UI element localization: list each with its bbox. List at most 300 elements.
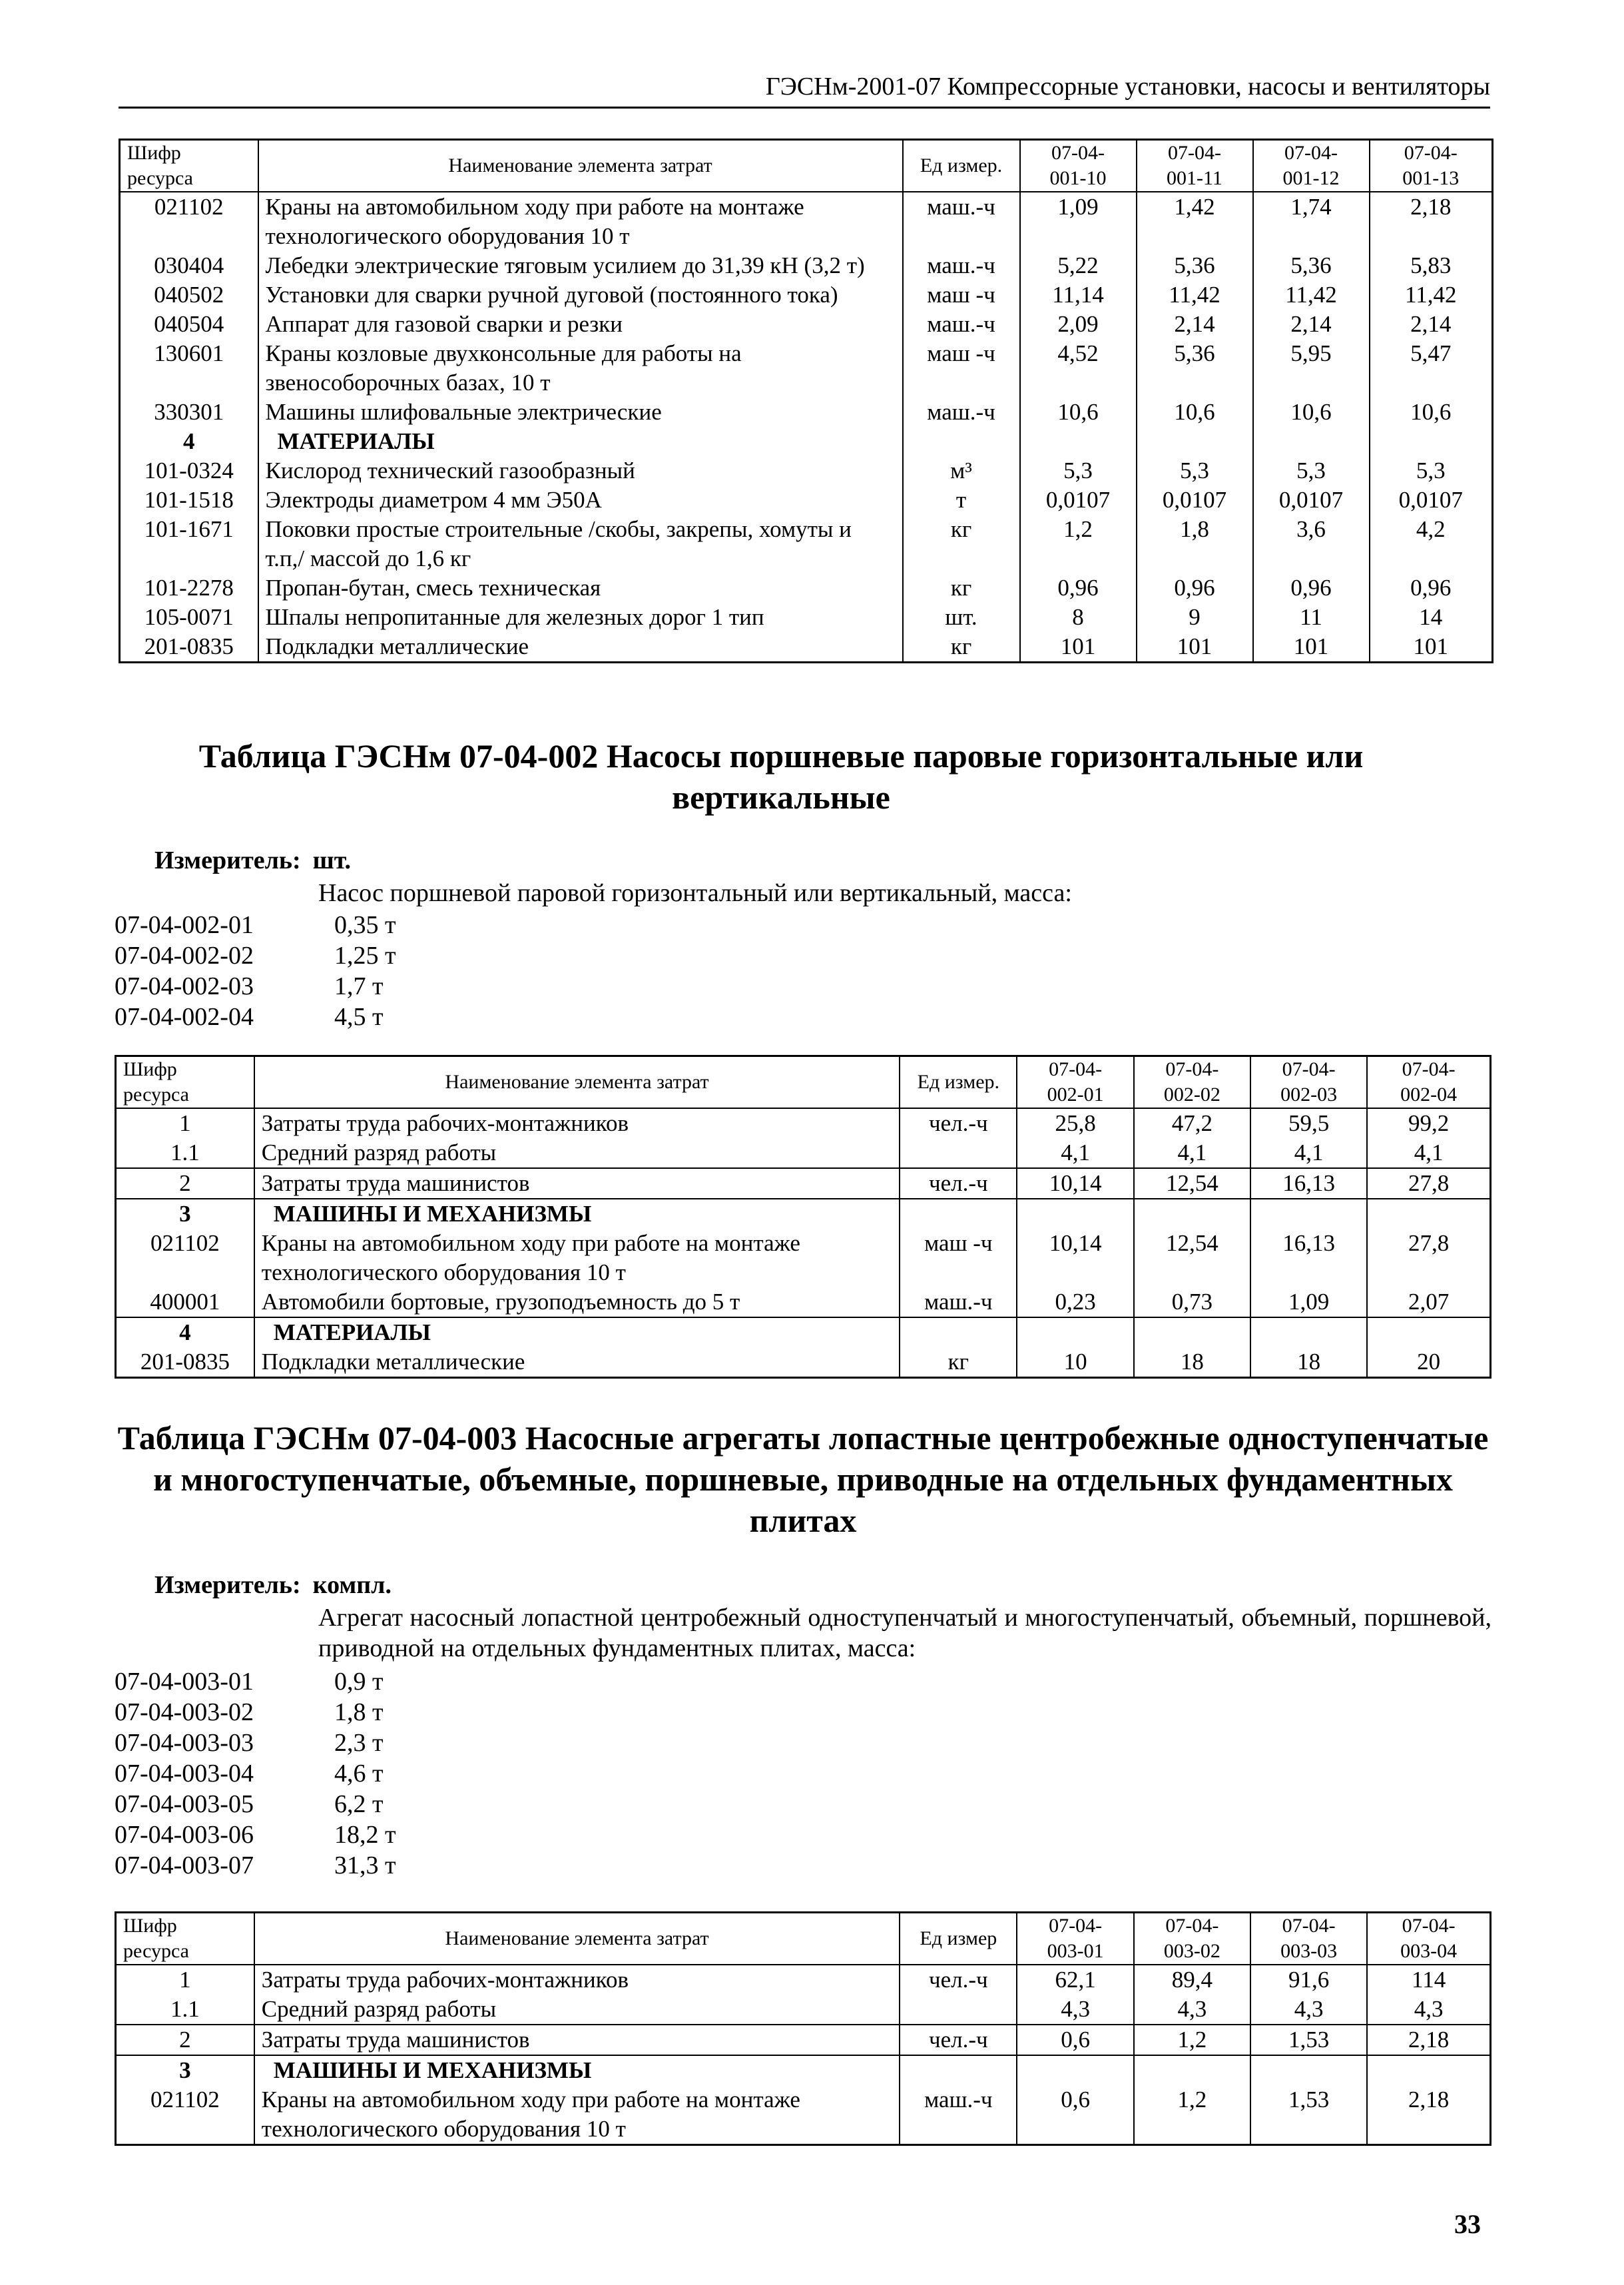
resource-table-07-04-003 (115, 1911, 1491, 2146)
value-cell: 9 (1137, 603, 1253, 632)
value-cell: 4,2 (1370, 515, 1493, 573)
value-cell: 25,8 (1017, 1108, 1133, 1138)
cost-element-name: МАШИНЫ И МЕХАНИЗМЫ (254, 2055, 900, 2085)
value-cell: 2,18 (1367, 2025, 1490, 2055)
param-code: 07-04-002-02 (115, 942, 254, 970)
table-row (120, 398, 1493, 427)
value-cell: 8 (1020, 603, 1137, 632)
value-cell: 91,6 (1250, 1965, 1367, 1995)
value-cell: 5,3 (1370, 456, 1493, 486)
value-cell (1367, 1317, 1490, 1347)
value-cell: 5,36 (1137, 251, 1253, 280)
value-cell: 10,6 (1137, 398, 1253, 427)
column-header-code-top: 07-04- (1049, 1058, 1103, 1080)
cost-element-name: Затраты труда машинистов (254, 1168, 900, 1199)
param-value: 6,2 т (334, 1790, 384, 1818)
column-header-code (1253, 140, 1370, 192)
value-cell: 0,96 (1137, 573, 1253, 603)
value-cell: 0,0107 (1020, 486, 1137, 515)
value-cell (1020, 427, 1137, 456)
value-cell: 5,47 (1370, 339, 1493, 398)
table-row (116, 1347, 1491, 1378)
value-cell: 0,96 (1370, 573, 1493, 603)
value-cell: 5,22 (1020, 251, 1137, 280)
resource-code: 2 (116, 2025, 254, 2055)
param-value: 31,3 т (334, 1851, 396, 1879)
table-row (120, 280, 1493, 310)
resource-code: 021102 (120, 192, 258, 251)
column-header-code (1020, 140, 1137, 192)
column-header: Наименование элемента затрат (254, 1056, 900, 1109)
resource-code: 4 (116, 1317, 254, 1347)
value-cell (1250, 1199, 1367, 1229)
cost-element-name: Поковки простые строительные /скобы, закрепы, хомуты и т.п,/ массой до 1,6 кг (258, 515, 903, 573)
page-number: 33 (1454, 2209, 1481, 2239)
unit (900, 1317, 1017, 1347)
value-cell (1367, 2055, 1490, 2085)
section-row (120, 427, 1493, 456)
param-row (115, 1789, 396, 1819)
value-cell: 5,3 (1137, 456, 1253, 486)
column-header-code-top: 07-04- (1284, 142, 1338, 164)
table-row (120, 573, 1493, 603)
value-cell: 4,3 (1134, 1995, 1250, 2025)
value-cell: 27,8 (1367, 1229, 1490, 1287)
value-cell: 5,36 (1253, 251, 1370, 280)
value-cell: 11,42 (1253, 280, 1370, 310)
param-value: 2,3 т (334, 1729, 384, 1757)
description-07-04-002: Насос поршневой паровой горизонтальный или вертикальный, масса: (318, 879, 1072, 907)
unit (900, 2055, 1017, 2085)
column-header-code-bottom: 002-03 (1280, 1084, 1338, 1106)
unit: м³ (903, 456, 1020, 486)
value-cell: 2,18 (1370, 192, 1493, 251)
value-cell: 12,54 (1134, 1229, 1250, 1287)
value-cell: 4,52 (1020, 339, 1137, 398)
value-cell (1134, 2055, 1250, 2085)
table-title-07-04-002: Таблица ГЭСНм 07-04-002 Насосы поршневые паровые горизонтальные или вертикальные (198, 737, 1364, 816)
value-cell (1017, 2055, 1133, 2085)
value-cell: 4,3 (1250, 1995, 1367, 2025)
page-header: ГЭСНм-2001-07 Компрессорные установки, насосы и вентиляторы (119, 72, 1490, 109)
value-cell: 0,23 (1017, 1287, 1133, 1317)
table-row (120, 515, 1493, 573)
unit (900, 1199, 1017, 1229)
param-row (115, 1728, 396, 1758)
value-cell (1253, 427, 1370, 456)
resource-code: 101-1671 (120, 515, 258, 573)
param-list-07-04-002 (115, 910, 396, 1032)
value-cell: 4,1 (1367, 1138, 1490, 1168)
value-cell (1137, 427, 1253, 456)
value-cell: 2,18 (1367, 2085, 1490, 2145)
param-value: 18,2 т (334, 1821, 396, 1849)
meter-value: шт. (312, 846, 352, 874)
param-code: 07-04-003-01 (115, 1668, 254, 1696)
resource-code: 021102 (116, 1229, 254, 1287)
cost-element-name: Шпалы непропитанные для железных дорог 1 тип (258, 603, 903, 632)
unit: маш.-ч (900, 1287, 1017, 1317)
column-header-code (1370, 140, 1493, 192)
param-code: 07-04-002-04 (115, 1003, 254, 1031)
value-cell: 20 (1367, 1347, 1490, 1378)
resource-code: 1 (116, 1108, 254, 1138)
value-cell: 0,73 (1134, 1287, 1250, 1317)
param-value: 1,25 т (334, 942, 396, 970)
column-header-code-top: 07-04- (1165, 1915, 1219, 1937)
value-cell: 5,3 (1253, 456, 1370, 486)
cost-element-name: Краны козловые двухконсольные для работы на звенособорочных базах, 10 т (258, 339, 903, 398)
value-cell: 2,07 (1367, 1287, 1490, 1317)
table-row (120, 192, 1493, 251)
value-cell: 5,83 (1370, 251, 1493, 280)
param-code: 07-04-002-03 (115, 972, 254, 1000)
value-cell: 1,2 (1134, 2025, 1250, 2055)
param-value: 1,8 т (334, 1698, 384, 1726)
value-cell: 10,6 (1370, 398, 1493, 427)
value-cell: 1,53 (1250, 2085, 1367, 2145)
table-row (120, 310, 1493, 339)
column-header-code-top: 07-04- (1049, 1915, 1103, 1937)
value-cell (1017, 1317, 1133, 1347)
unit (900, 1995, 1017, 2025)
unit: маш.-ч (903, 310, 1020, 339)
cost-element-name: Подкладки металлические (254, 1347, 900, 1378)
value-cell (1370, 427, 1493, 456)
table-row (120, 632, 1493, 663)
param-value: 4,5 т (334, 1003, 384, 1031)
param-row (115, 910, 396, 940)
param-value: 0,9 т (334, 1668, 384, 1696)
param-list-07-04-003 (115, 1666, 396, 1881)
resource-code: 105-0071 (120, 603, 258, 632)
cost-element-name: Краны на автомобильном ходу при работе на монтаже технологического оборудования 10 т (254, 1229, 900, 1287)
value-cell (1134, 1199, 1250, 1229)
cost-element-name: Машины шлифовальные электрические (258, 398, 903, 427)
param-value: 1,7 т (334, 972, 384, 1000)
value-cell: 3,6 (1253, 515, 1370, 573)
column-header: Шифр ресурса (116, 1913, 254, 1965)
unit: маш -ч (903, 280, 1020, 310)
cost-element-name: Средний разряд работы (254, 1138, 900, 1168)
column-header-code-bottom: 002-04 (1400, 1084, 1458, 1106)
column-header: Шифр ресурса (120, 140, 258, 192)
meter-label: Измеритель: (154, 1571, 301, 1599)
resource-code: 201-0835 (120, 632, 258, 663)
unit: маш.-ч (903, 192, 1020, 251)
resource-table-07-04-001 (119, 139, 1493, 663)
value-cell: 0,6 (1017, 2085, 1133, 2145)
value-cell: 99,2 (1367, 1108, 1490, 1138)
unit: маш.-ч (900, 2085, 1017, 2145)
unit: кг (903, 632, 1020, 663)
value-cell: 11,14 (1020, 280, 1137, 310)
value-cell: 14 (1370, 603, 1493, 632)
column-header-code (1134, 1913, 1250, 1965)
resource-code: 3 (116, 1199, 254, 1229)
column-header-code (1137, 140, 1253, 192)
param-row (115, 940, 396, 971)
value-cell: 4,1 (1017, 1138, 1133, 1168)
param-code: 07-04-002-01 (115, 911, 254, 939)
unit: чел.-ч (900, 1965, 1017, 1995)
value-cell (1134, 1317, 1250, 1347)
column-header-code-bottom: 003-02 (1163, 1940, 1220, 1962)
column-header-code (1017, 1056, 1133, 1109)
table-row (116, 1287, 1491, 1317)
column-header-code-bottom: 003-03 (1280, 1940, 1338, 1962)
resource-code: 021102 (116, 2085, 254, 2145)
column-header-code (1367, 1913, 1490, 1965)
unit: маш -ч (903, 339, 1020, 398)
unit: маш.-ч (903, 251, 1020, 280)
resource-code: 101-2278 (120, 573, 258, 603)
column-header-code-bottom: 003-01 (1047, 1940, 1104, 1962)
value-cell: 18 (1250, 1347, 1367, 1378)
unit: маш.-ч (903, 398, 1020, 427)
table-row (116, 2085, 1491, 2145)
value-cell: 0,6 (1017, 2025, 1133, 2055)
value-cell: 11 (1253, 603, 1370, 632)
value-cell: 101 (1020, 632, 1137, 663)
cost-element-name: МАТЕРИАЛЫ (258, 427, 903, 456)
cost-element-name: Затраты труда рабочих-монтажников (254, 1108, 900, 1138)
param-row (115, 1002, 396, 1032)
param-code: 07-04-003-03 (115, 1729, 254, 1757)
cost-element-name: Подкладки металлические (258, 632, 903, 663)
table-header-row (116, 1056, 1491, 1109)
value-cell: 101 (1370, 632, 1493, 663)
cost-element-name: Кислород технический газообразный (258, 456, 903, 486)
unit: чел.-ч (900, 1108, 1017, 1138)
column-header: Наименование элемента затрат (258, 140, 903, 192)
unit: кг (900, 1347, 1017, 1378)
value-cell: 1,8 (1137, 515, 1253, 573)
resource-code: 330301 (120, 398, 258, 427)
value-cell: 11,42 (1370, 280, 1493, 310)
unit: чел.-ч (900, 2025, 1017, 2055)
unit (903, 427, 1020, 456)
param-code: 07-04-003-02 (115, 1698, 254, 1726)
value-cell: 12,54 (1134, 1168, 1250, 1199)
table-row (120, 486, 1493, 515)
value-cell: 1,42 (1137, 192, 1253, 251)
cost-element-name: Аппарат для газовой сварки и резки (258, 310, 903, 339)
value-cell: 1,09 (1250, 1287, 1367, 1317)
section-row (116, 1317, 1491, 1347)
value-cell: 2,14 (1253, 310, 1370, 339)
value-cell: 2,09 (1020, 310, 1137, 339)
column-header-code-top: 07-04- (1402, 1058, 1456, 1080)
column-header: Ед измер. (900, 1056, 1017, 1109)
meter-value: компл. (312, 1571, 392, 1599)
column-header-code-bottom: 002-02 (1163, 1084, 1220, 1106)
table-row (116, 1229, 1491, 1287)
value-cell: 4,1 (1250, 1138, 1367, 1168)
column-header: Наименование элемента затрат (254, 1913, 900, 1965)
value-cell: 5,36 (1137, 339, 1253, 398)
unit: маш -ч (900, 1229, 1017, 1287)
resource-code: 201-0835 (116, 1347, 254, 1378)
table-row (116, 1138, 1491, 1168)
value-cell (1017, 1199, 1133, 1229)
table-header-row (120, 140, 1493, 192)
value-cell: 4,3 (1367, 1995, 1490, 2025)
value-cell: 2,14 (1370, 310, 1493, 339)
section-row (116, 2055, 1491, 2085)
column-header: Ед измер (900, 1913, 1017, 1965)
resource-code: 400001 (116, 1287, 254, 1317)
resource-code: 040502 (120, 280, 258, 310)
resource-table-07-04-002 (115, 1055, 1491, 1379)
value-cell: 4,3 (1017, 1995, 1133, 2025)
column-header-code-bottom: 003-04 (1400, 1940, 1458, 1962)
column-header-code-bottom: 001-12 (1282, 167, 1340, 189)
value-cell: 1,53 (1250, 2025, 1367, 2055)
resource-code: 1.1 (116, 1995, 254, 2025)
column-header-code-bottom: 002-01 (1047, 1084, 1104, 1106)
value-cell: 0,0107 (1370, 486, 1493, 515)
column-header-code-top: 07-04- (1168, 142, 1221, 164)
param-row (115, 971, 396, 1002)
unit: кг (903, 573, 1020, 603)
value-cell: 114 (1367, 1965, 1490, 1995)
meter-07-04-003 (154, 1570, 392, 1600)
column-header-code (1250, 1913, 1367, 1965)
resource-code: 101-1518 (120, 486, 258, 515)
column-header-code (1367, 1056, 1490, 1109)
value-cell: 10,6 (1020, 398, 1137, 427)
column-header-code-top: 07-04- (1402, 1915, 1456, 1937)
unit: т (903, 486, 1020, 515)
table-row (116, 1168, 1491, 1199)
table-row (116, 1108, 1491, 1138)
column-header-code-top: 07-04- (1165, 1058, 1219, 1080)
table-row (120, 603, 1493, 632)
param-value: 0,35 т (334, 911, 396, 939)
meter-label: Измеритель: (154, 846, 301, 874)
param-code: 07-04-003-04 (115, 1760, 254, 1788)
cost-element-name: Электроды диаметром 4 мм Э50А (258, 486, 903, 515)
value-cell: 2,14 (1137, 310, 1253, 339)
value-cell (1250, 2055, 1367, 2085)
table-row (116, 2025, 1491, 2055)
table-row (120, 339, 1493, 398)
column-header: Шифр ресурса (116, 1056, 254, 1109)
column-header-code-bottom: 001-11 (1167, 167, 1222, 189)
description-07-04-003: Агрегат насосный лопастной центробежный одноступенчатый и многоступенчатый, объемный, поршневой, приводной на отдельных фундаментных плитах, масса: (318, 1604, 1491, 1662)
resource-code: 101-0324 (120, 456, 258, 486)
value-cell: 16,13 (1250, 1229, 1367, 1287)
resource-code: 1 (116, 1965, 254, 1995)
column-header-code-top: 07-04- (1282, 1058, 1336, 1080)
table-header-row (116, 1913, 1491, 1965)
value-cell: 89,4 (1134, 1965, 1250, 1995)
value-cell: 10 (1017, 1347, 1133, 1378)
value-cell: 101 (1253, 632, 1370, 663)
value-cell: 16,13 (1250, 1168, 1367, 1199)
value-cell: 10,14 (1017, 1229, 1133, 1287)
resource-code: 1.1 (116, 1138, 254, 1168)
param-row (115, 1666, 396, 1697)
unit: шт. (903, 603, 1020, 632)
param-code: 07-04-003-06 (115, 1821, 254, 1849)
cost-element-name: Краны на автомобильном ходу при работе на монтаже технологического оборудования 10 т (254, 2085, 900, 2145)
meter-07-04-002 (154, 846, 351, 875)
param-value: 4,6 т (334, 1760, 384, 1788)
unit (900, 1138, 1017, 1168)
section-row (116, 1199, 1491, 1229)
param-row (115, 1758, 396, 1789)
table-row (120, 251, 1493, 280)
cost-element-name: МАШИНЫ И МЕХАНИЗМЫ (254, 1199, 900, 1229)
value-cell: 10,6 (1253, 398, 1370, 427)
unit: кг (903, 515, 1020, 573)
param-row (115, 1819, 396, 1850)
cost-element-name: Пропан-бутан, смесь техническая (258, 573, 903, 603)
value-cell: 1,74 (1253, 192, 1370, 251)
column-header-code (1017, 1913, 1133, 1965)
param-code: 07-04-003-07 (115, 1851, 254, 1879)
table-row (116, 1965, 1491, 1995)
cost-element-name: Автомобили бортовые, грузоподъемность до 5 т (254, 1287, 900, 1317)
cost-element-name: Затраты труда машинистов (254, 2025, 900, 2055)
cost-element-name: Средний разряд работы (254, 1995, 900, 2025)
cost-element-name: Затраты труда рабочих-монтажников (254, 1965, 900, 1995)
column-header-code-bottom: 001-13 (1402, 167, 1460, 189)
value-cell: 101 (1137, 632, 1253, 663)
value-cell: 5,95 (1253, 339, 1370, 398)
resource-code: 4 (120, 427, 258, 456)
cost-element-name: Краны на автомобильном ходу при работе на монтаже технологического оборудования 10 т (258, 192, 903, 251)
column-header: Ед измер. (903, 140, 1020, 192)
resource-code: 040504 (120, 310, 258, 339)
value-cell (1250, 1317, 1367, 1347)
table-row (116, 1995, 1491, 2025)
table-row (120, 456, 1493, 486)
column-header-code (1250, 1056, 1367, 1109)
value-cell: 5,3 (1020, 456, 1137, 486)
value-cell: 4,1 (1134, 1138, 1250, 1168)
value-cell: 1,2 (1020, 515, 1137, 573)
value-cell: 27,8 (1367, 1168, 1490, 1199)
column-header-code-top: 07-04- (1051, 142, 1105, 164)
value-cell (1367, 1199, 1490, 1229)
column-header-code-top: 07-04- (1282, 1915, 1336, 1937)
param-row (115, 1697, 396, 1728)
value-cell: 0,96 (1020, 573, 1137, 603)
column-header-code (1134, 1056, 1250, 1109)
value-cell: 0,0107 (1137, 486, 1253, 515)
resource-code: 2 (116, 1168, 254, 1199)
resource-code: 030404 (120, 251, 258, 280)
column-header-code-bottom: 001-10 (1049, 167, 1107, 189)
value-cell: 59,5 (1250, 1108, 1367, 1138)
param-code: 07-04-003-05 (115, 1790, 254, 1818)
value-cell: 18 (1134, 1347, 1250, 1378)
value-cell: 0,0107 (1253, 486, 1370, 515)
value-cell: 47,2 (1134, 1108, 1250, 1138)
value-cell: 62,1 (1017, 1965, 1133, 1995)
value-cell: 11,42 (1137, 280, 1253, 310)
resource-code: 3 (116, 2055, 254, 2085)
unit: чел.-ч (900, 1168, 1017, 1199)
value-cell: 10,14 (1017, 1168, 1133, 1199)
cost-element-name: МАТЕРИАЛЫ (254, 1317, 900, 1347)
value-cell: 0,96 (1253, 573, 1370, 603)
cost-element-name: Лебедки электрические тяговым усилием до 31,39 кН (3,2 т) (258, 251, 903, 280)
resource-code: 130601 (120, 339, 258, 398)
